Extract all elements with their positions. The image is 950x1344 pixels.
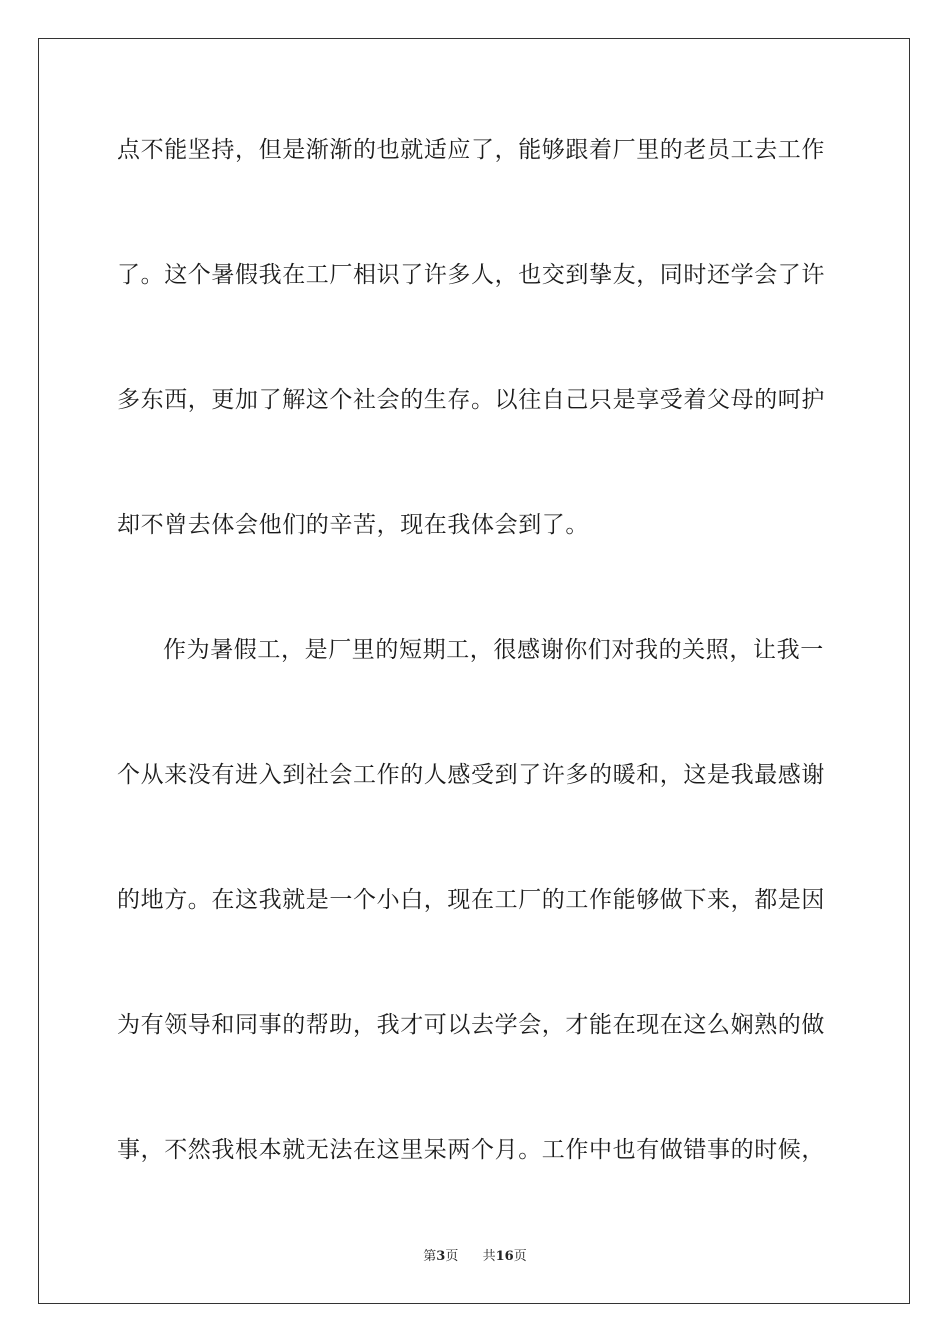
body-text-line: 的地方。在这我就是一个小白，现在工厂的工作能够做下来，都是因 [117, 887, 825, 913]
page-border [38, 38, 910, 1304]
body-text-line: 却不曾去体会他们的辛苦，现在我体会到了。 [117, 512, 589, 538]
body-text-line: 为有领导和同事的帮助，我才可以去学会，才能在现在这么娴熟的做 [117, 1012, 825, 1038]
paragraph-first-line: 作为暑假工，是厂里的短期工，很感谢你们对我的关照，让我一 [163, 637, 824, 663]
body-text-line: 事，不然我根本就无法在这里呆两个月。工作中也有做错事的时候， [117, 1137, 825, 1163]
current-page-number: 3 [436, 1249, 446, 1264]
total-page-count: 16 [495, 1249, 514, 1264]
body-text-line: 了。这个暑假我在工厂相识了许多人，也交到挚友，同时还学会了许 [117, 262, 825, 288]
page-number-label: 第3页 [423, 1249, 459, 1264]
body-text-line: 点不能坚持，但是渐渐的也就适应了，能够跟着厂里的老员工去工作 [117, 137, 825, 163]
body-text-line: 个从来没有进入到社会工作的人感受到了许多的暖和，这是我最感谢 [117, 762, 825, 788]
page-footer [0, 1248, 950, 1266]
total-pages-label: 共16页 [482, 1249, 527, 1264]
body-text-line: 多东西，更加了解这个社会的生存。以往自己只是享受着父母的呵护 [117, 387, 825, 413]
